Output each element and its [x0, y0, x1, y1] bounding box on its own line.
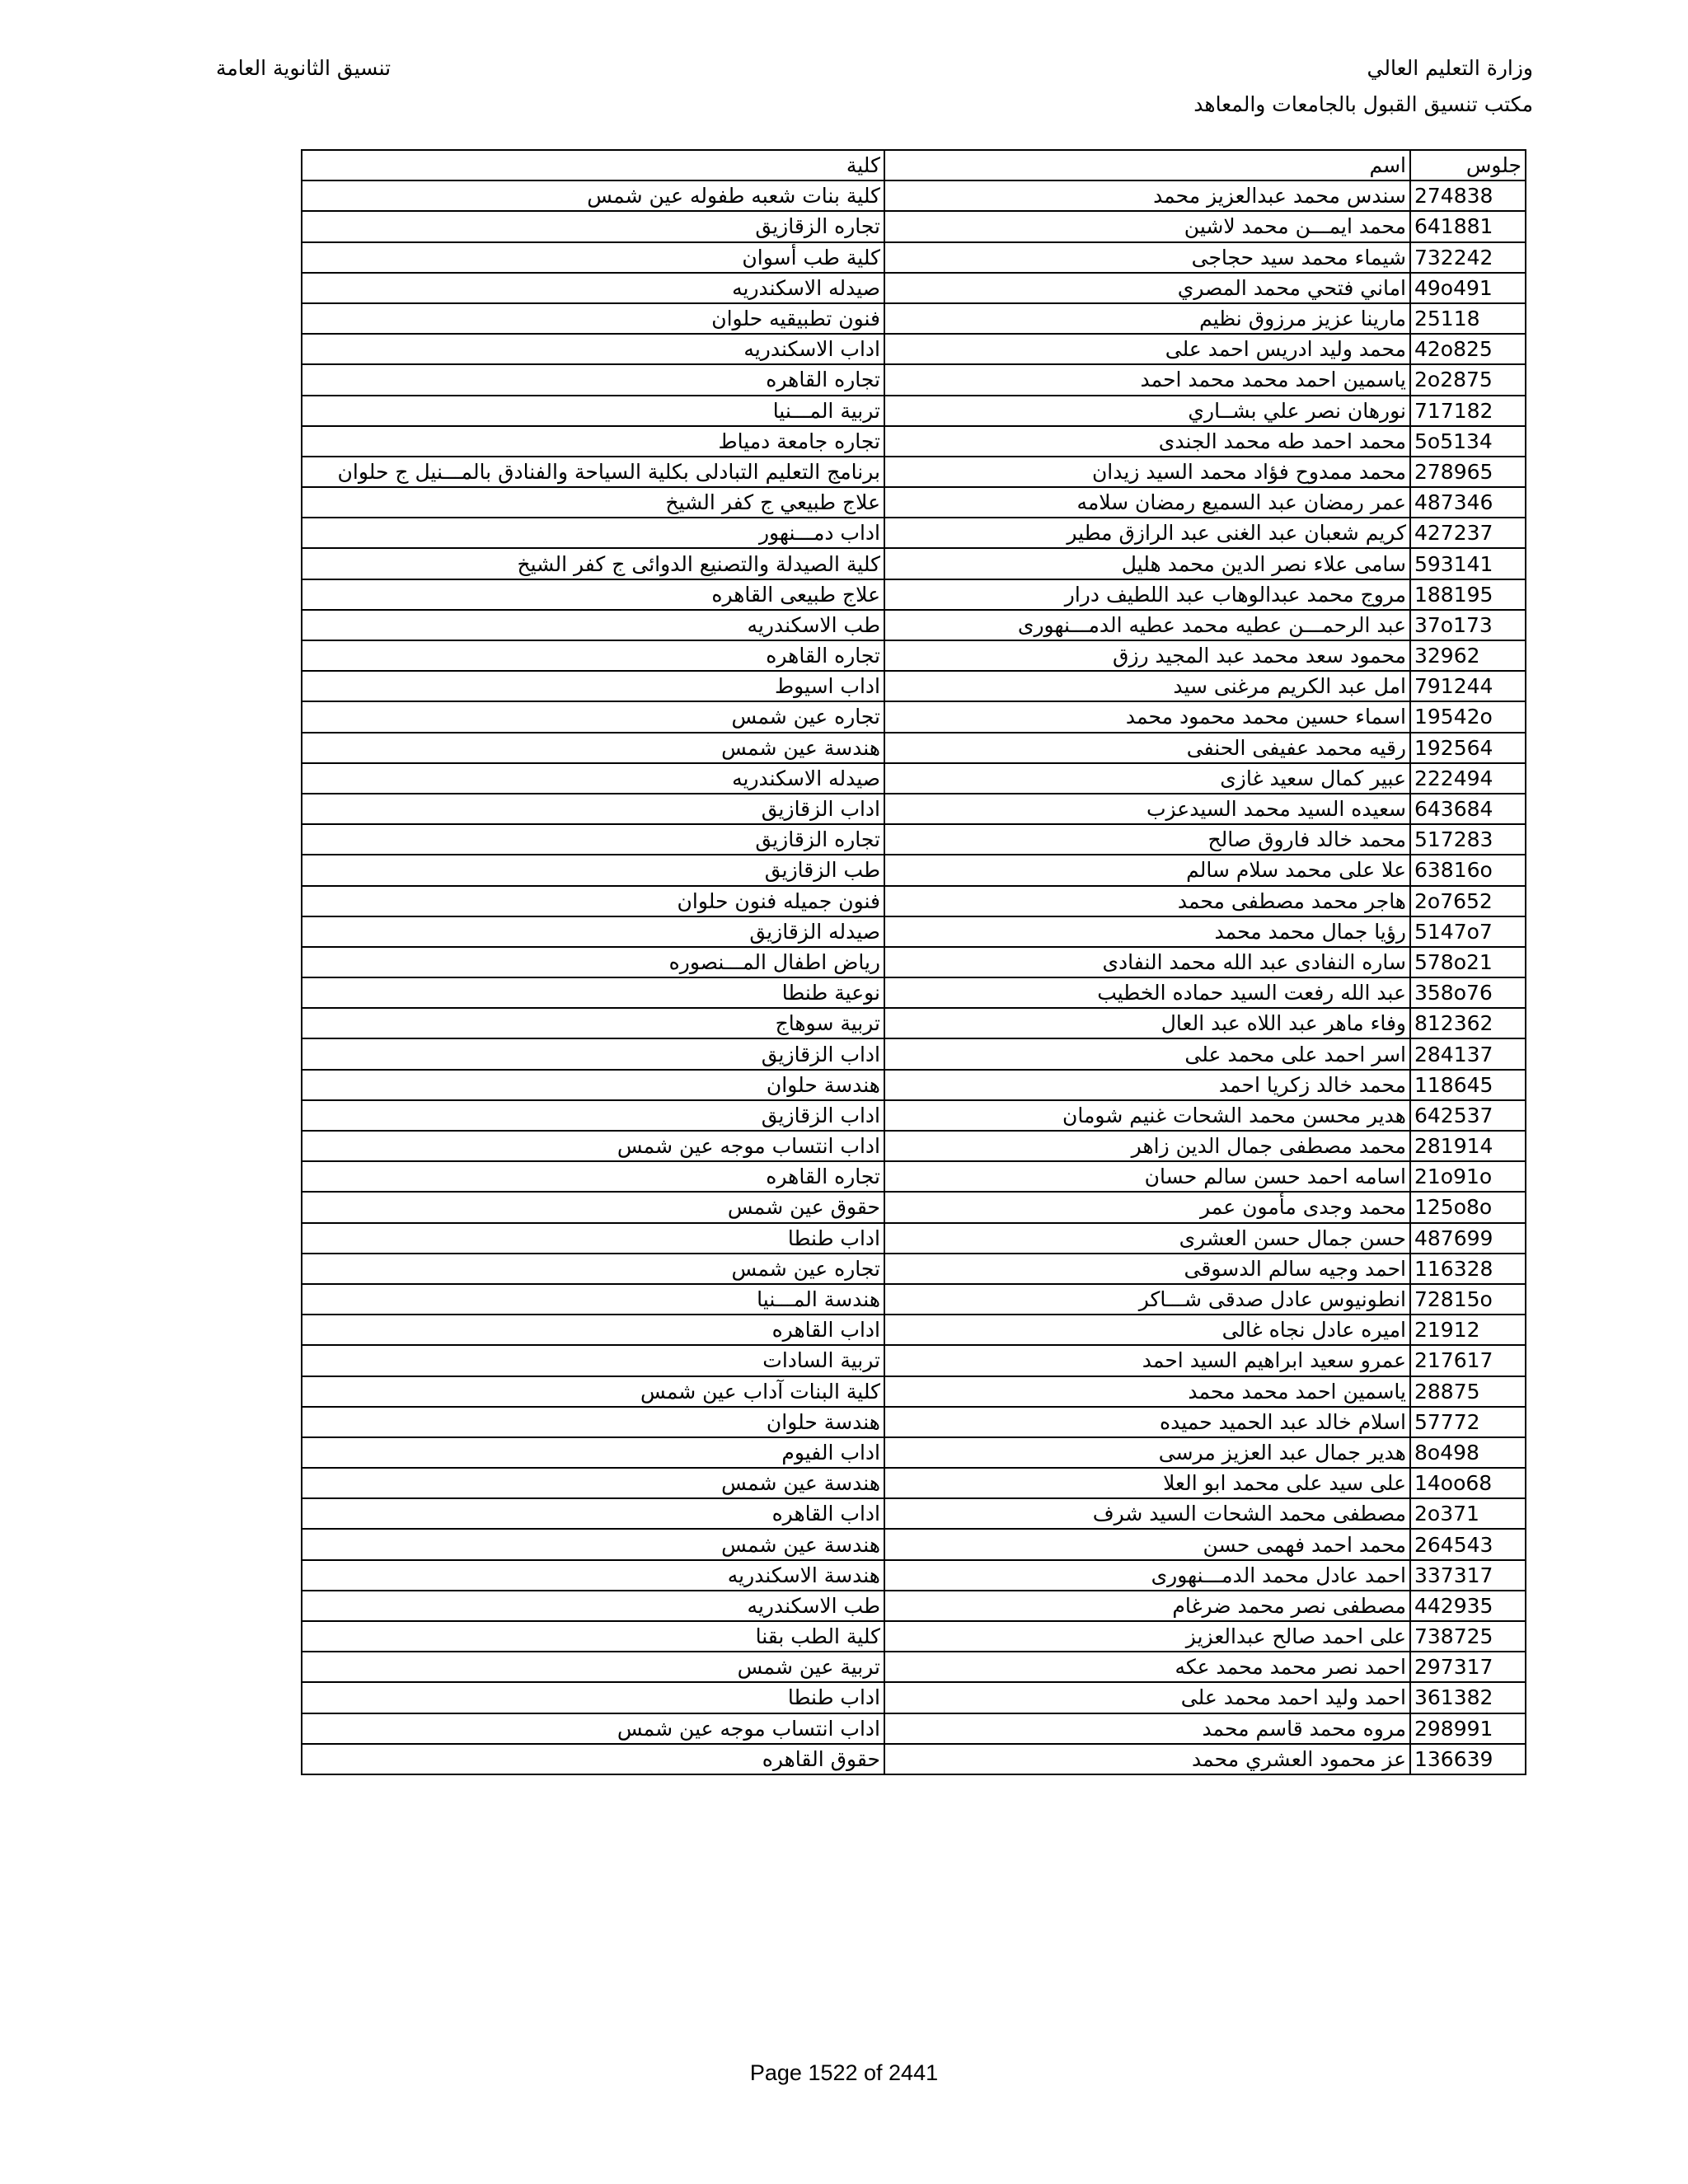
- office-title: مكتب تنسيق القبول بالجامعات والمعاهد: [1193, 92, 1533, 116]
- page-number: Page 1522 of 2441: [749, 2060, 939, 2085]
- table-row: [302, 1468, 1526, 1498]
- seat-cell: 37o173: [1410, 610, 1526, 640]
- faculty-cell: تجاره جامعة دمياط: [302, 426, 884, 457]
- table-row: [302, 1100, 1526, 1131]
- seat-cell: 2o7652: [1410, 886, 1526, 916]
- table-row: [302, 1315, 1526, 1345]
- table-row: [302, 396, 1526, 426]
- table-row: [302, 1591, 1526, 1621]
- name-cell: مصطفى نصر محمد ضرغام: [884, 1591, 1410, 1621]
- seat-cell: 136639: [1410, 1744, 1526, 1774]
- name-cell: امل عبد الكريم مرغنى سيد: [884, 671, 1410, 701]
- name-cell: هدير جمال عبد العزيز مرسى: [884, 1437, 1410, 1468]
- table-row: [302, 1560, 1526, 1591]
- faculty-cell: تجاره القاهره: [302, 364, 884, 395]
- seat-cell: 593141: [1410, 548, 1526, 579]
- faculty-cell: اداب طنطا: [302, 1223, 884, 1254]
- name-cell: سامى علاء نصر الدين محمد هليل: [884, 548, 1410, 579]
- name-cell: على سيد على محمد ابو العلا: [884, 1468, 1410, 1498]
- faculty-cell: تجاره عين شمس: [302, 701, 884, 732]
- faculty-cell: اداب الفيوم: [302, 1437, 884, 1468]
- seat-cell: 21o91o: [1410, 1161, 1526, 1192]
- faculty-cell: هندسة حلوان: [302, 1070, 884, 1100]
- seat-cell: 361382: [1410, 1682, 1526, 1713]
- faculty-cell: اداب دمـــنهور: [302, 518, 884, 548]
- seat-cell: 116328: [1410, 1254, 1526, 1284]
- seat-cell: 642537: [1410, 1100, 1526, 1131]
- table-row: [302, 1192, 1526, 1222]
- faculty-cell: رياض اطفال المـــنصوره: [302, 947, 884, 977]
- table-row: [302, 426, 1526, 457]
- seat-cell: 42o825: [1410, 334, 1526, 364]
- faculty-cell: كلية البنات آداب عين شمس: [302, 1376, 884, 1407]
- table-row: [302, 794, 1526, 824]
- seat-cell: 2o371: [1410, 1498, 1526, 1529]
- faculty-cell: صيدله الاسكندريه: [302, 763, 884, 794]
- table-row: [302, 1254, 1526, 1284]
- table-row: [302, 1376, 1526, 1407]
- faculty-cell: اداب الزقازيق: [302, 1100, 884, 1131]
- name-cell: عمرو سعيد ابراهيم السيد احمد: [884, 1345, 1410, 1376]
- seat-cell: 791244: [1410, 671, 1526, 701]
- table-row: [302, 855, 1526, 885]
- name-cell: احمد وليد احمد محمد على: [884, 1682, 1410, 1713]
- faculty-cell: فنون تطبيقيه حلوان: [302, 303, 884, 334]
- table-row: [302, 518, 1526, 548]
- seat-cell: 738725: [1410, 1621, 1526, 1652]
- faculty-cell: اداب انتساب موجه عين شمس: [302, 1131, 884, 1161]
- seat-cell: 14oo68: [1410, 1468, 1526, 1498]
- table-row: [302, 1713, 1526, 1744]
- faculty-cell: كلية طب أسوان: [302, 242, 884, 273]
- seat-cell: 8o498: [1410, 1437, 1526, 1468]
- table-row: [302, 1070, 1526, 1100]
- name-cell: محمد ممدوح فؤاد محمد السيد زيدان: [884, 457, 1410, 487]
- seat-cell: 32962: [1410, 640, 1526, 671]
- faculty-cell: هندسة عين شمس: [302, 1468, 884, 1498]
- table-row: [302, 1682, 1526, 1713]
- seat-cell: 578o21: [1410, 947, 1526, 977]
- faculty-cell: اداب الاسكندريه: [302, 334, 884, 364]
- name-cell: عبد الرحمـــن عطيه محمد عطيه الدمـــنهورى: [884, 610, 1410, 640]
- seat-cell: 641881: [1410, 211, 1526, 241]
- table-row: [302, 1652, 1526, 1682]
- faculty-cell: كلية بنات شعبه طفوله عين شمس: [302, 180, 884, 211]
- seat-cell: 717182: [1410, 396, 1526, 426]
- name-cell: احمد وجيه سالم الدسوقى: [884, 1254, 1410, 1284]
- table-row: [302, 640, 1526, 671]
- faculty-cell: حقوق عين شمس: [302, 1192, 884, 1222]
- name-cell: محمد احمد طه محمد الجندى: [884, 426, 1410, 457]
- table-row: [302, 671, 1526, 701]
- faculty-cell: اداب انتساب موجه عين شمس: [302, 1713, 884, 1744]
- faculty-cell: طب الاسكندريه: [302, 610, 884, 640]
- name-cell: رؤيا جمال محمد محمد: [884, 916, 1410, 947]
- seat-cell: 517283: [1410, 824, 1526, 855]
- table-row: [302, 1008, 1526, 1038]
- table-row: [302, 487, 1526, 518]
- faculty-cell: علاج طبيعى القاهره: [302, 579, 884, 610]
- table-row: [302, 211, 1526, 241]
- seat-cell: 63816o: [1410, 855, 1526, 885]
- name-cell: علا على محمد سلام سالم: [884, 855, 1410, 885]
- faculty-cell: صيدله الزقازيق: [302, 916, 884, 947]
- seat-cell: 125o8o: [1410, 1192, 1526, 1222]
- seat-cell: 72815o: [1410, 1284, 1526, 1315]
- table-row: [302, 1621, 1526, 1652]
- name-cell: مصطفى محمد الشحات السيد شرف: [884, 1498, 1410, 1529]
- seat-cell: 284137: [1410, 1038, 1526, 1069]
- table-row: [302, 334, 1526, 364]
- name-cell: محمد خالد فاروق صالح: [884, 824, 1410, 855]
- name-cell: ياسمين احمد محمد محمد احمد: [884, 364, 1410, 395]
- faculty-cell: نوعية طنطا: [302, 977, 884, 1008]
- name-cell: احمد نصر محمد محمد عكه: [884, 1652, 1410, 1682]
- name-cell: سعيده السيد محمد السيدعزب: [884, 794, 1410, 824]
- faculty-cell: هندسة حلوان: [302, 1407, 884, 1437]
- ministry-title: وزارة التعليم العالي: [1367, 56, 1533, 80]
- table-row: [302, 1529, 1526, 1559]
- name-cell: مارينا عزيز مرزوق نظيم: [884, 303, 1410, 334]
- seat-cell: 442935: [1410, 1591, 1526, 1621]
- seat-cell: 25118: [1410, 303, 1526, 334]
- table-row: [302, 273, 1526, 303]
- seat-cell: 57772: [1410, 1407, 1526, 1437]
- name-cell: مروج محمد عبدالوهاب عبد اللطيف درار: [884, 579, 1410, 610]
- faculty-cell: اداب طنطا: [302, 1682, 884, 1713]
- table-row: [302, 701, 1526, 732]
- name-cell: محمد احمد فهمى حسن: [884, 1529, 1410, 1559]
- faculty-cell: علاج طبيعي ج كفر الشيخ: [302, 487, 884, 518]
- faculty-cell: اداب الزقازيق: [302, 794, 884, 824]
- table-row: [302, 763, 1526, 794]
- name-cell: محمود سعد محمد عبد المجيد رزق: [884, 640, 1410, 671]
- name-cell: اسماء حسين محمد محمود محمد: [884, 701, 1410, 732]
- table-row: [302, 824, 1526, 855]
- name-cell: اسلام خالد عبد الحميد حميده: [884, 1407, 1410, 1437]
- name-cell: احمد عادل محمد الدمـــنهورى: [884, 1560, 1410, 1591]
- name-cell: عز محمود العشري محمد: [884, 1744, 1410, 1774]
- faculty-cell: كلية الصيدلة والتصنيع الدوائى ج كفر الشيخ: [302, 548, 884, 579]
- seat-cell: 28875: [1410, 1376, 1526, 1407]
- table-row: [302, 548, 1526, 579]
- seat-cell: 217617: [1410, 1345, 1526, 1376]
- faculty-cell: اداب القاهره: [302, 1315, 884, 1345]
- table-row: [302, 1038, 1526, 1069]
- name-cell: ياسمين احمد محمد محمد: [884, 1376, 1410, 1407]
- faculty-cell: هندسة الاسكندريه: [302, 1560, 884, 1591]
- faculty-cell: هندسة المـــنيا: [302, 1284, 884, 1315]
- seat-cell: 118645: [1410, 1070, 1526, 1100]
- table-row: [302, 1345, 1526, 1376]
- name-cell: رقيه محمد عفيفى الحنفى: [884, 733, 1410, 763]
- table-row: [302, 1407, 1526, 1437]
- faculty-cell: هندسة عين شمس: [302, 733, 884, 763]
- name-cell: انطونيوس عادل صدقى شـــاكر: [884, 1284, 1410, 1315]
- table-row: [302, 1161, 1526, 1192]
- faculty-cell: حقوق القاهره: [302, 1744, 884, 1774]
- name-cell: عبد الله رفعت السيد حماده الخطيب: [884, 977, 1410, 1008]
- name-cell: اسر احمد على محمد على: [884, 1038, 1410, 1069]
- table-row: [302, 1131, 1526, 1161]
- faculty-cell: صيدله الاسكندريه: [302, 273, 884, 303]
- name-cell: محمد ايمـــن محمد لاشين: [884, 211, 1410, 241]
- seat-cell: 21912: [1410, 1315, 1526, 1345]
- table-row: [302, 1437, 1526, 1468]
- name-cell: وفاء ماهر عبد اللاه عبد العال: [884, 1008, 1410, 1038]
- name-cell: محمد وجدى مأمون عمر: [884, 1192, 1410, 1222]
- seat-cell: 274838: [1410, 180, 1526, 211]
- table-row: [302, 1223, 1526, 1254]
- table-row: [302, 1498, 1526, 1529]
- admissions-table: [301, 149, 1526, 1775]
- name-cell: هدير محسن محمد الشحات غنيم شومان: [884, 1100, 1410, 1131]
- faculty-cell: اداب القاهره: [302, 1498, 884, 1529]
- seat-cell: 487699: [1410, 1223, 1526, 1254]
- faculty-cell: طب الزقازيق: [302, 855, 884, 885]
- seat-cell: 264543: [1410, 1529, 1526, 1559]
- seat-cell: 192564: [1410, 733, 1526, 763]
- faculty-cell: فنون جميله فنون حلوان: [302, 886, 884, 916]
- table-row: [302, 1284, 1526, 1315]
- seat-cell: 281914: [1410, 1131, 1526, 1161]
- document-title: تنسيق الثانوية العامة: [216, 56, 392, 80]
- seat-cell: 19542o: [1410, 701, 1526, 732]
- seat-cell: 487346: [1410, 487, 1526, 518]
- name-cell: حسن جمال حسن العشرى: [884, 1223, 1410, 1254]
- table-row: [302, 457, 1526, 487]
- name-cell: مروه محمد قاسم محمد: [884, 1713, 1410, 1744]
- name-cell: محمد مصطفى جمال الدين زاهر: [884, 1131, 1410, 1161]
- faculty-cell: تجاره الزقازيق: [302, 824, 884, 855]
- seat-cell: 188195: [1410, 579, 1526, 610]
- seat-cell: 297317: [1410, 1652, 1526, 1682]
- seat-cell: 5147o7: [1410, 916, 1526, 947]
- faculty-cell: تربية المـــنيا: [302, 396, 884, 426]
- faculty-cell: تجاره عين شمس: [302, 1254, 884, 1284]
- faculty-cell: تجاره القاهره: [302, 640, 884, 671]
- name-cell: ساره النفادى عبد الله محمد النفادى: [884, 947, 1410, 977]
- seat-cell: 358o76: [1410, 977, 1526, 1008]
- faculty-cell: طب الاسكندريه: [302, 1591, 884, 1621]
- seat-cell: 337317: [1410, 1560, 1526, 1591]
- seat-cell: 278965: [1410, 457, 1526, 487]
- faculty-cell: اداب الزقازيق: [302, 1038, 884, 1069]
- seat-cell: 298991: [1410, 1713, 1526, 1744]
- name-cell: اماني فتحي محمد المصري: [884, 273, 1410, 303]
- seat-cell: 2o2875: [1410, 364, 1526, 395]
- table-row: [302, 977, 1526, 1008]
- faculty-column-header: كلية: [302, 150, 884, 180]
- faculty-cell: تجاره القاهره: [302, 1161, 884, 1192]
- seat-cell: 812362: [1410, 1008, 1526, 1038]
- name-cell: سندس محمد عبدالعزيز محمد: [884, 180, 1410, 211]
- table-row: [302, 242, 1526, 273]
- seat-cell: 427237: [1410, 518, 1526, 548]
- table-row: [302, 364, 1526, 395]
- table-row: [302, 180, 1526, 211]
- name-cell: على احمد صالح عبدالعزيز: [884, 1621, 1410, 1652]
- name-column-header: اسم: [884, 150, 1410, 180]
- name-cell: اميره عادل نجاه غالى: [884, 1315, 1410, 1345]
- table-row: [302, 886, 1526, 916]
- name-cell: نورهان نصر علي بشــاري: [884, 396, 1410, 426]
- name-cell: محمد خالد زكريا احمد: [884, 1070, 1410, 1100]
- seat-column-header: جلوس: [1410, 150, 1526, 180]
- faculty-cell: هندسة عين شمس: [302, 1529, 884, 1559]
- table-header-row: [302, 150, 1526, 180]
- name-cell: محمد وليد ادريس احمد على: [884, 334, 1410, 364]
- table-row: [302, 733, 1526, 763]
- faculty-cell: كلية الطب بقنا: [302, 1621, 884, 1652]
- faculty-cell: برنامج التعليم التبادلى بكلية السياحة والفنادق بالمـــنيل ج حلوان: [302, 457, 884, 487]
- faculty-cell: تجاره الزقازيق: [302, 211, 884, 241]
- table-row: [302, 1744, 1526, 1774]
- table-row: [302, 610, 1526, 640]
- faculty-cell: تربية عين شمس: [302, 1652, 884, 1682]
- name-cell: اسامه احمد حسن سالم حسان: [884, 1161, 1410, 1192]
- name-cell: كريم شعبان عبد الغنى عبد الرازق مطير: [884, 518, 1410, 548]
- name-cell: عمر رمضان عبد السميع رمضان سلامه: [884, 487, 1410, 518]
- table-row: [302, 303, 1526, 334]
- faculty-cell: تربية السادات: [302, 1345, 884, 1376]
- seat-cell: 222494: [1410, 763, 1526, 794]
- seat-cell: 5o5134: [1410, 426, 1526, 457]
- seat-cell: 643684: [1410, 794, 1526, 824]
- name-cell: هاجر محمد مصطفى محمد: [884, 886, 1410, 916]
- table-row: [302, 916, 1526, 947]
- name-cell: شيماء محمد سيد حجاجى: [884, 242, 1410, 273]
- table-row: [302, 579, 1526, 610]
- faculty-cell: تربية سوهاج: [302, 1008, 884, 1038]
- name-cell: عبير كمال سعيد غازى: [884, 763, 1410, 794]
- table-row: [302, 947, 1526, 977]
- seat-cell: 49o491: [1410, 273, 1526, 303]
- faculty-cell: اداب اسيوط: [302, 671, 884, 701]
- seat-cell: 732242: [1410, 242, 1526, 273]
